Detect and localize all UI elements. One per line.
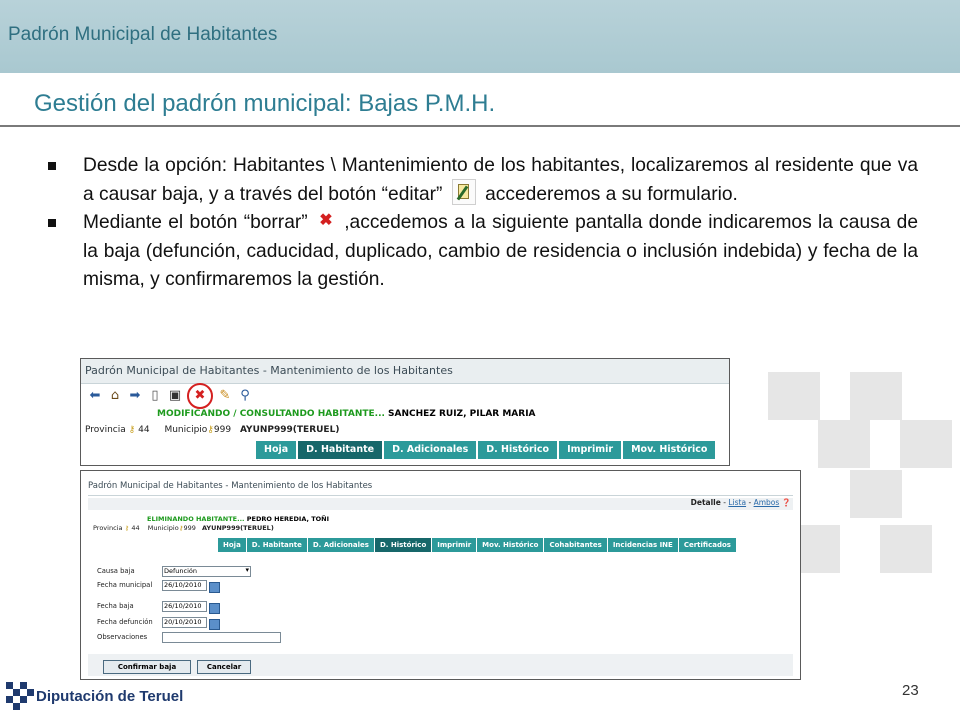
home-icon[interactable]: ⌂	[110, 388, 120, 403]
tab-imprimir[interactable]: Imprimir	[432, 538, 476, 552]
observaciones-input[interactable]	[162, 632, 281, 643]
municipio-name: AYUNP999(TERUEL)	[201, 524, 274, 532]
title-divider	[0, 125, 960, 127]
calendar-icon[interactable]	[209, 603, 220, 614]
resident-name: SANCHEZ RUIZ, PILAR MARIA	[388, 409, 536, 419]
fecha-municipal-input[interactable]: 26/10/2010	[162, 580, 207, 591]
status-line	[157, 409, 536, 419]
window-title: Padrón Municipal de Habitantes - Mantenimiento de los Habitantes	[88, 481, 793, 496]
tab-d-historico[interactable]: D. Histórico	[478, 441, 557, 459]
key-icon: ⚷	[128, 425, 136, 435]
bullet-item	[48, 209, 918, 295]
key-icon: ⚷	[207, 425, 214, 435]
view-switcher	[88, 498, 793, 510]
view-separator: -	[748, 498, 752, 507]
view-label: Detalle	[690, 498, 721, 507]
key-icon: ⚷	[124, 524, 130, 532]
fecha-baja-label: Fecha baja	[97, 602, 134, 610]
fecha-defuncion-input[interactable]: 20/10/2010	[162, 617, 207, 628]
decor-square	[850, 470, 902, 518]
bullet-text: ,accedemos a la siguiente pantalla donde indicaremos la causa de la baja (defunción, caducidad, duplicado, cambio de residencia o inclusión indebida) y fecha de la misma, y confirmaremos la gestión.	[83, 212, 918, 290]
cancel-button[interactable]: Cancelar	[197, 660, 251, 674]
tab-mov-historico[interactable]: Mov. Histórico	[623, 441, 715, 459]
municipio-label: Municipio	[147, 524, 179, 532]
tab-bar	[218, 538, 736, 552]
header-title: Padrón Municipal de Habitantes	[8, 24, 278, 45]
causa-baja-select[interactable]: Defunción ▾	[162, 566, 251, 577]
save-icon[interactable]: ▣	[168, 388, 182, 403]
decor-square	[768, 372, 820, 420]
location-line	[93, 524, 274, 532]
provincia-label: Provincia	[85, 425, 126, 435]
back-arrow-icon[interactable]: ⬅	[89, 388, 101, 403]
decor-square	[850, 372, 902, 420]
municipio-value: 999	[213, 425, 232, 435]
tab-incidencias-ine[interactable]: Incidencias INE	[608, 538, 678, 552]
tab-d-habitante[interactable]: D. Habitante	[247, 538, 307, 552]
new-document-icon[interactable]: ▯	[151, 388, 159, 403]
screenshot-delete-form	[80, 470, 801, 680]
form-footer	[88, 654, 793, 676]
slide-title: Gestión del padrón municipal: Bajas P.M.H.	[34, 90, 496, 117]
provincia-label: Provincia	[93, 524, 123, 532]
calendar-icon[interactable]	[209, 619, 220, 630]
fecha-defuncion-label: Fecha defunción	[97, 618, 153, 626]
decor-square	[818, 420, 870, 468]
provincia-value: 44	[131, 524, 140, 532]
tab-d-historico[interactable]: D. Histórico	[375, 538, 431, 552]
bullet-item	[48, 152, 918, 209]
bullet-text: accederemos a su formulario.	[485, 183, 738, 205]
municipio-label: Municipio	[164, 425, 208, 435]
tab-cohabitantes[interactable]: Cohabitantes	[544, 538, 606, 552]
bullet-list	[48, 152, 918, 295]
resident-name: PEDRO HEREDIA, TOÑI	[246, 515, 330, 523]
calendar-icon[interactable]	[209, 582, 220, 593]
view-separator: -	[723, 498, 726, 507]
status-text: MODIFICANDO / CONSULTANDO HABITANTE...	[157, 409, 385, 419]
page-number: 23	[902, 682, 919, 699]
bullet-marker	[48, 219, 56, 227]
fecha-municipal-label: Fecha municipal	[97, 581, 153, 589]
delete-icon: ✖	[319, 211, 333, 229]
window-title: Padrón Municipal de Habitantes - Mantenimiento de los Habitantes	[81, 359, 729, 384]
logo-text: Diputación de Teruel	[36, 688, 184, 705]
highlight-circle	[187, 383, 213, 409]
location-line	[85, 425, 339, 435]
tab-d-adicionales[interactable]: D. Adicionales	[384, 441, 476, 459]
tab-bar	[256, 441, 715, 459]
view-link-lista[interactable]: Lista	[728, 498, 747, 507]
bullet-text: Mediante el botón “borrar”	[83, 212, 308, 233]
observaciones-label: Observaciones	[97, 633, 148, 641]
status-line	[147, 515, 329, 523]
causa-baja-label: Causa baja	[97, 567, 135, 575]
header-band	[0, 0, 960, 73]
municipio-value: 999	[183, 524, 196, 532]
tab-hoja[interactable]: Hoja	[256, 441, 296, 459]
toolbar	[81, 384, 729, 408]
view-link-ambos[interactable]: Ambos	[753, 498, 780, 507]
key-icon: ⚷	[178, 524, 184, 532]
bullet-marker	[48, 162, 56, 170]
status-text: ELIMINANDO HABITANTE...	[147, 515, 245, 523]
provincia-value: 44	[138, 425, 150, 435]
tab-hoja[interactable]: Hoja	[218, 538, 246, 552]
search-icon[interactable]: ⚲	[240, 388, 250, 403]
decor-square	[880, 525, 932, 573]
decor-square	[800, 525, 840, 573]
decor-square	[900, 420, 952, 468]
help-icon[interactable]: ❓	[781, 498, 791, 507]
forward-arrow-icon[interactable]: ➡	[129, 388, 141, 403]
tab-d-adicionales[interactable]: D. Adicionales	[308, 538, 374, 552]
bullet-text: Desde la opción: Habitantes \ Mantenimiento de los habitantes, localizaremos al residente que va a causar baja, y a través del botón “editar”	[83, 155, 918, 205]
tab-imprimir[interactable]: Imprimir	[559, 441, 621, 459]
screenshot-edit-resident	[80, 358, 730, 466]
tab-mov-historico[interactable]: Mov. Histórico	[477, 538, 543, 552]
diputacion-logo-icon	[6, 676, 34, 716]
confirm-delete-button[interactable]: Confirmar baja	[103, 660, 191, 674]
municipio-name: AYUNP999(TERUEL)	[239, 425, 340, 435]
tab-d-habitante[interactable]: D. Habitante	[298, 441, 382, 459]
tab-certificados[interactable]: Certificados	[679, 538, 736, 552]
edit-icon[interactable]: ✎	[219, 388, 231, 403]
fecha-baja-input[interactable]: 26/10/2010	[162, 601, 207, 612]
edit-icon	[452, 179, 476, 205]
delete-icon[interactable]: ✖	[194, 388, 206, 403]
